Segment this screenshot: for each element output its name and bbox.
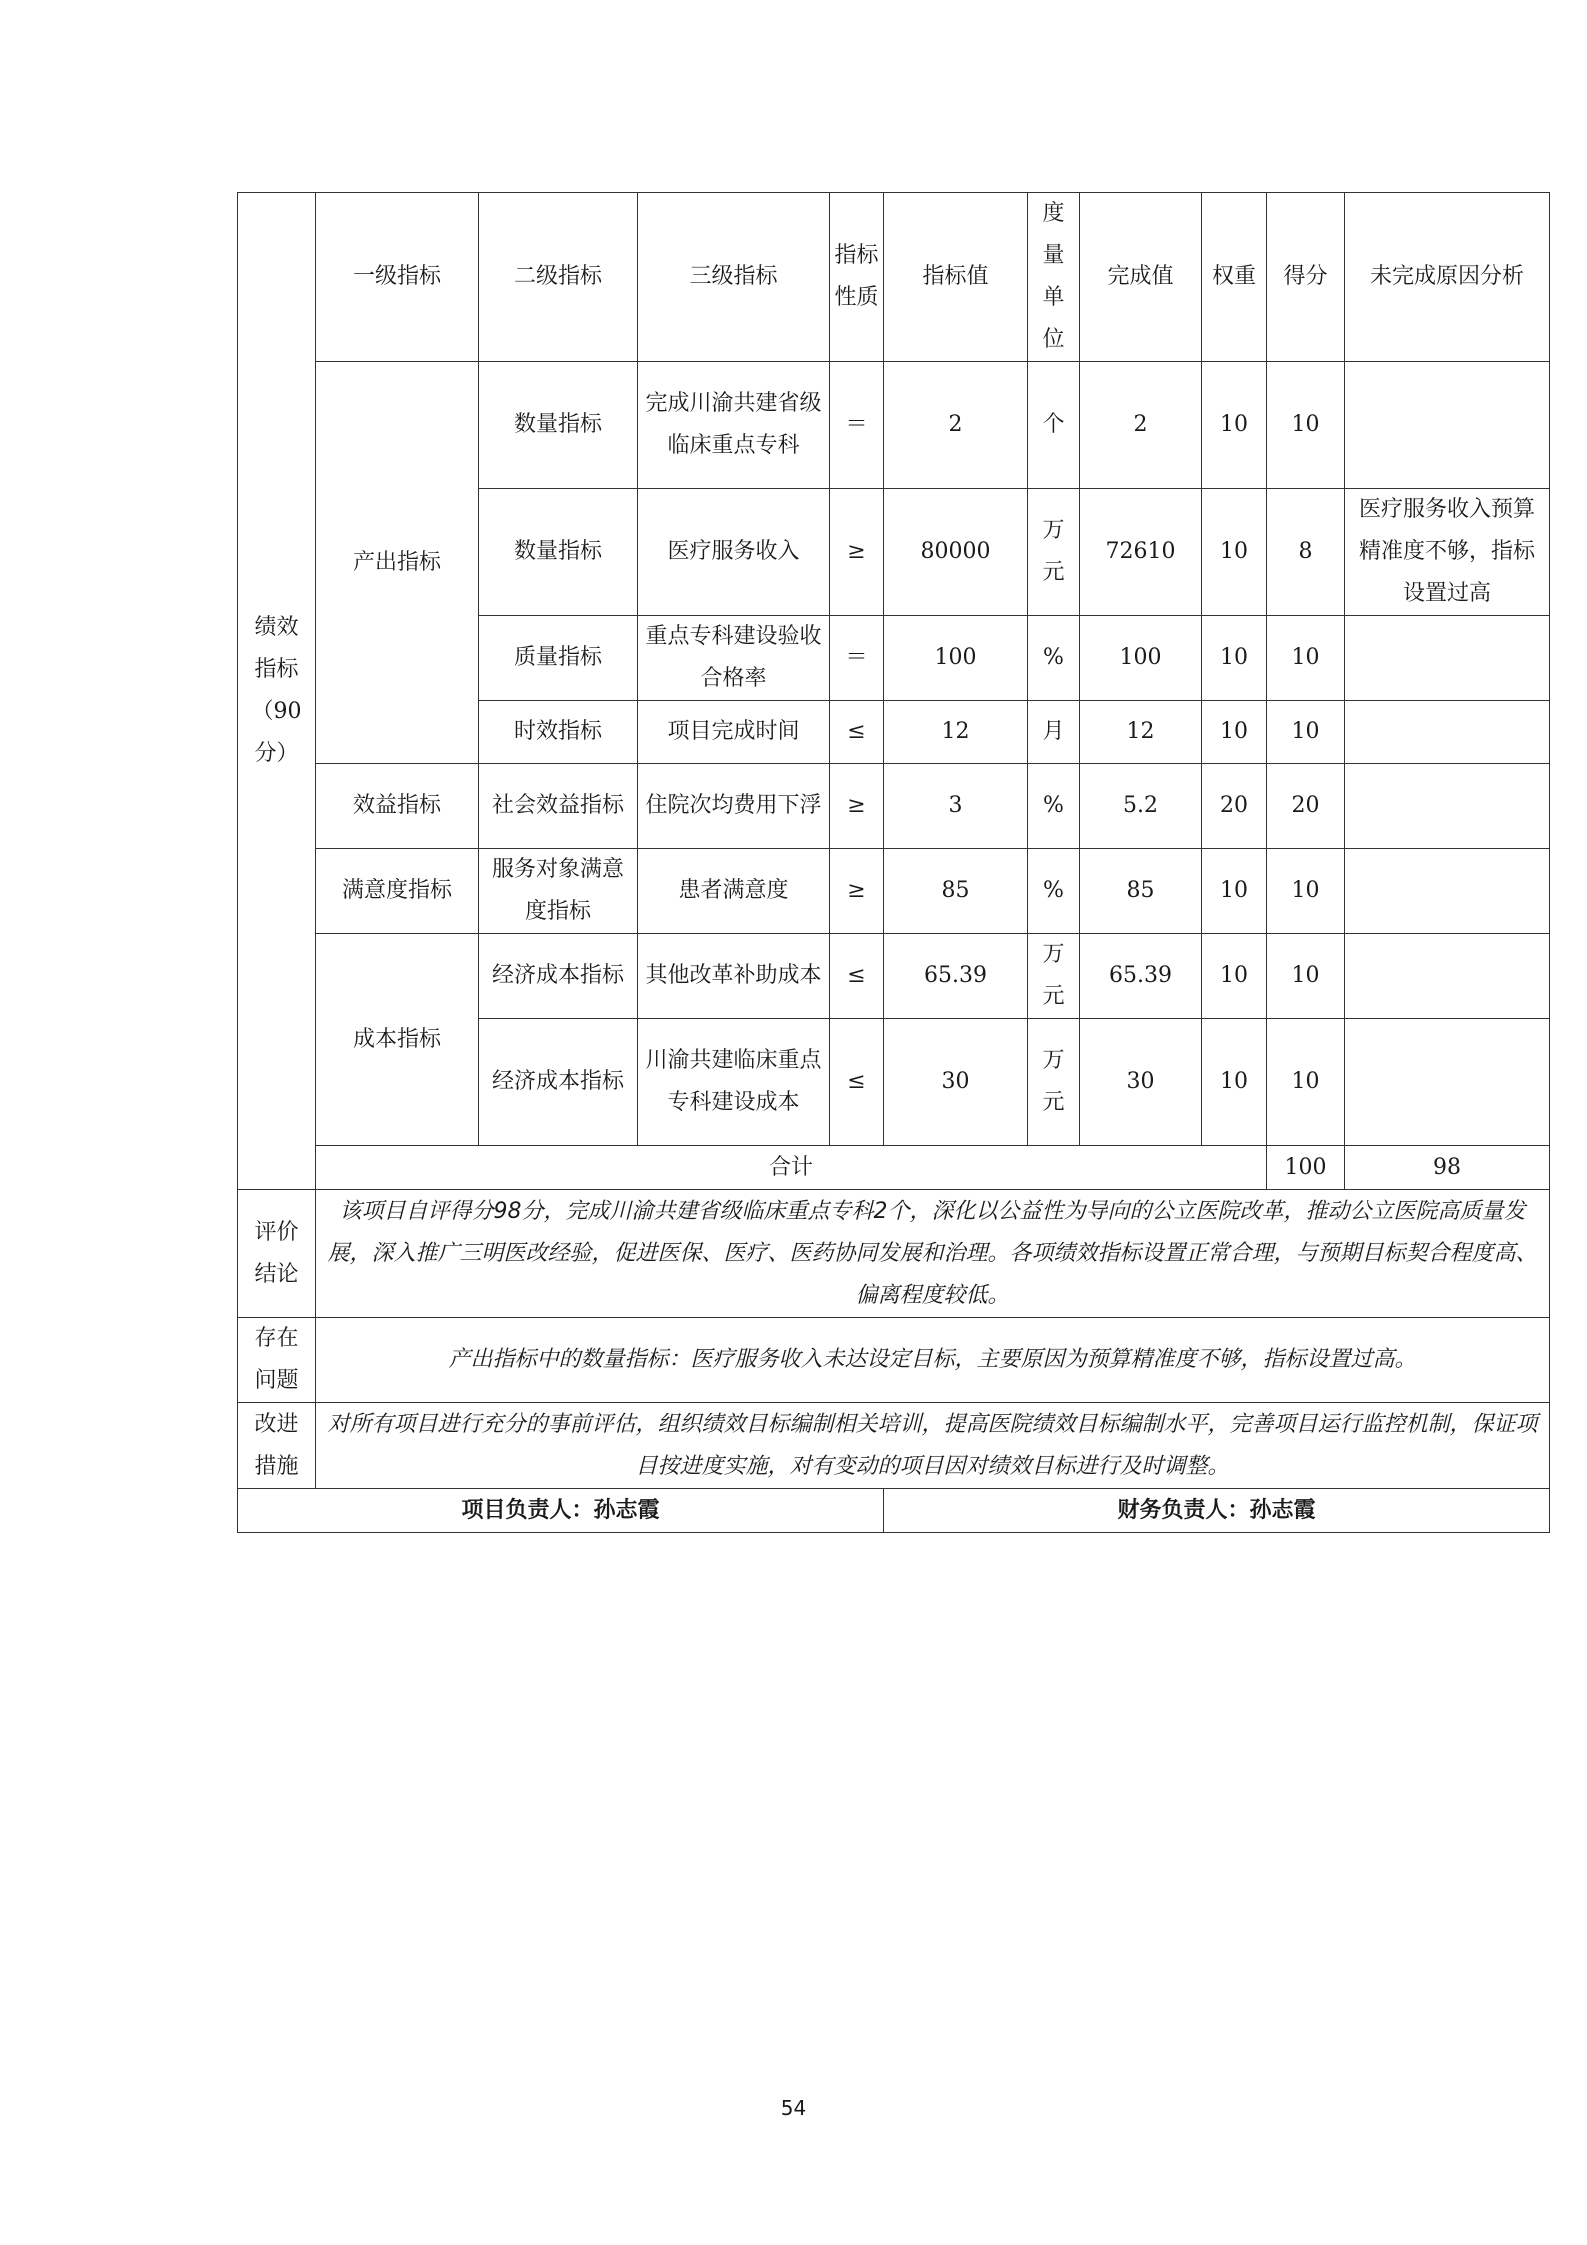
cell-l2: 数量指标 [479, 362, 638, 489]
cell-l2: 经济成本指标 [479, 934, 638, 1019]
header-value: 指标值 [884, 193, 1028, 362]
cell-reason [1345, 1019, 1550, 1146]
measures-row [238, 1403, 1550, 1489]
performance-table [237, 192, 1550, 1533]
cell-l3: 重点专科建设验收合格率 [638, 616, 830, 701]
cell-nature: ≥ [830, 764, 884, 849]
project-lead: 项目负责人：孙志霞 [238, 1489, 884, 1533]
cell-weight: 10 [1202, 701, 1267, 764]
table-row [238, 764, 1550, 849]
header-level1: 一级指标 [316, 193, 479, 362]
total-row [238, 1146, 1550, 1190]
issues-text: 产出指标中的数量指标：医疗服务收入未达设定目标，主要原因为预算精准度不够，指标设置过高。 [316, 1318, 1550, 1403]
cell-nature: ≥ [830, 849, 884, 934]
header-score: 得分 [1267, 193, 1345, 362]
cell-l2: 服务对象满意度指标 [479, 849, 638, 934]
group-cost: 成本指标 [316, 934, 479, 1146]
issues-row [238, 1318, 1550, 1403]
cell-reason [1345, 616, 1550, 701]
cell-unit: 万元 [1028, 489, 1080, 616]
cell-score: 10 [1267, 934, 1345, 1019]
cell-score: 8 [1267, 489, 1345, 616]
cell-reason [1345, 849, 1550, 934]
cell-score: 10 [1267, 1019, 1345, 1146]
header-level2: 二级指标 [479, 193, 638, 362]
cell-weight: 20 [1202, 764, 1267, 849]
cell-value: 80000 [884, 489, 1028, 616]
cell-score: 10 [1267, 849, 1345, 934]
cell-score: 10 [1267, 362, 1345, 489]
cell-nature: ＝ [830, 616, 884, 701]
cell-nature: ≤ [830, 934, 884, 1019]
cell-nature: ≥ [830, 489, 884, 616]
cell-done: 2 [1080, 362, 1202, 489]
header-level3: 三级指标 [638, 193, 830, 362]
cell-nature: ≤ [830, 701, 884, 764]
group-benefit: 效益指标 [316, 764, 479, 849]
total-label: 合计 [316, 1146, 1267, 1190]
cell-reason [1345, 362, 1550, 489]
header-weight: 权重 [1202, 193, 1267, 362]
cell-done: 65.39 [1080, 934, 1202, 1019]
cell-value: 2 [884, 362, 1028, 489]
cell-unit: 万元 [1028, 1019, 1080, 1146]
cell-reason: 医疗服务收入预算精准度不够，指标设置过高 [1345, 489, 1550, 616]
signature-row [238, 1489, 1550, 1533]
cell-unit: 月 [1028, 701, 1080, 764]
measures-text: 对所有项目进行充分的事前评估，组织绩效目标编制相关培训，提高医院绩效目标编制水平，完善项目运行监控机制，保证项目按进度实施，对有变动的项目因对绩效目标进行及时调整。 [316, 1403, 1550, 1489]
cell-l2: 质量指标 [479, 616, 638, 701]
cell-value: 3 [884, 764, 1028, 849]
cell-unit: % [1028, 616, 1080, 701]
cell-l2: 经济成本指标 [479, 1019, 638, 1146]
cell-weight: 10 [1202, 616, 1267, 701]
cell-weight: 10 [1202, 849, 1267, 934]
cell-reason [1345, 764, 1550, 849]
cell-value: 100 [884, 616, 1028, 701]
cell-weight: 10 [1202, 934, 1267, 1019]
cell-l3: 患者满意度 [638, 849, 830, 934]
header-row [238, 193, 1550, 362]
cell-done: 72610 [1080, 489, 1202, 616]
cell-unit: % [1028, 849, 1080, 934]
cell-l3: 其他改革补助成本 [638, 934, 830, 1019]
cell-value: 30 [884, 1019, 1028, 1146]
cell-l3: 完成川渝共建省级临床重点专科 [638, 362, 830, 489]
cell-unit: 万元 [1028, 934, 1080, 1019]
header-unit: 度量单位 [1028, 193, 1080, 362]
table-row [238, 934, 1550, 1019]
cell-l3: 川渝共建临床重点专科建设成本 [638, 1019, 830, 1146]
cell-reason [1345, 701, 1550, 764]
cell-score: 10 [1267, 616, 1345, 701]
cell-unit: 个 [1028, 362, 1080, 489]
cell-value: 85 [884, 849, 1028, 934]
finance-lead: 财务负责人：孙志霞 [884, 1489, 1550, 1533]
cell-nature: ＝ [830, 362, 884, 489]
table-row [238, 362, 1550, 489]
conclusion-text: 该项目自评得分98分，完成川渝共建省级临床重点专科2个，深化以公益性为导向的公立医院改革，推动公立医院高质量发展，深入推广三明医改经验，促进医保、医疗、医药协同发展和治理。各项绩效指标设置正常合理，与预期目标契合程度高、偏离程度较低。 [316, 1190, 1550, 1318]
cell-l3: 住院次均费用下浮 [638, 764, 830, 849]
cell-nature: ≤ [830, 1019, 884, 1146]
cell-unit: % [1028, 764, 1080, 849]
header-done: 完成值 [1080, 193, 1202, 362]
conclusion-label: 评价结论 [238, 1190, 316, 1318]
group-satisfaction: 满意度指标 [316, 849, 479, 934]
cell-score: 10 [1267, 701, 1345, 764]
cell-done: 30 [1080, 1019, 1202, 1146]
cell-done: 5.2 [1080, 764, 1202, 849]
cell-reason [1345, 934, 1550, 1019]
cell-weight: 10 [1202, 1019, 1267, 1146]
measures-label: 改进措施 [238, 1403, 316, 1489]
cell-weight: 10 [1202, 489, 1267, 616]
cell-l2: 时效指标 [479, 701, 638, 764]
group-output: 产出指标 [316, 362, 479, 764]
page-number: 54 [780, 2096, 807, 2120]
header-reason: 未完成原因分析 [1345, 193, 1550, 362]
table-row [238, 849, 1550, 934]
cell-value: 12 [884, 701, 1028, 764]
total-weight: 100 [1267, 1146, 1345, 1190]
cell-l3: 项目完成时间 [638, 701, 830, 764]
cell-weight: 10 [1202, 362, 1267, 489]
cell-l2: 社会效益指标 [479, 764, 638, 849]
header-nature: 指标性质 [830, 193, 884, 362]
section-label: 绩效指标（90分） [238, 193, 316, 1190]
cell-l2: 数量指标 [479, 489, 638, 616]
conclusion-row [238, 1190, 1550, 1318]
cell-l3: 医疗服务收入 [638, 489, 830, 616]
issues-label: 存在问题 [238, 1318, 316, 1403]
cell-value: 65.39 [884, 934, 1028, 1019]
cell-done: 100 [1080, 616, 1202, 701]
cell-done: 12 [1080, 701, 1202, 764]
total-score: 98 [1345, 1146, 1550, 1190]
cell-score: 20 [1267, 764, 1345, 849]
cell-done: 85 [1080, 849, 1202, 934]
